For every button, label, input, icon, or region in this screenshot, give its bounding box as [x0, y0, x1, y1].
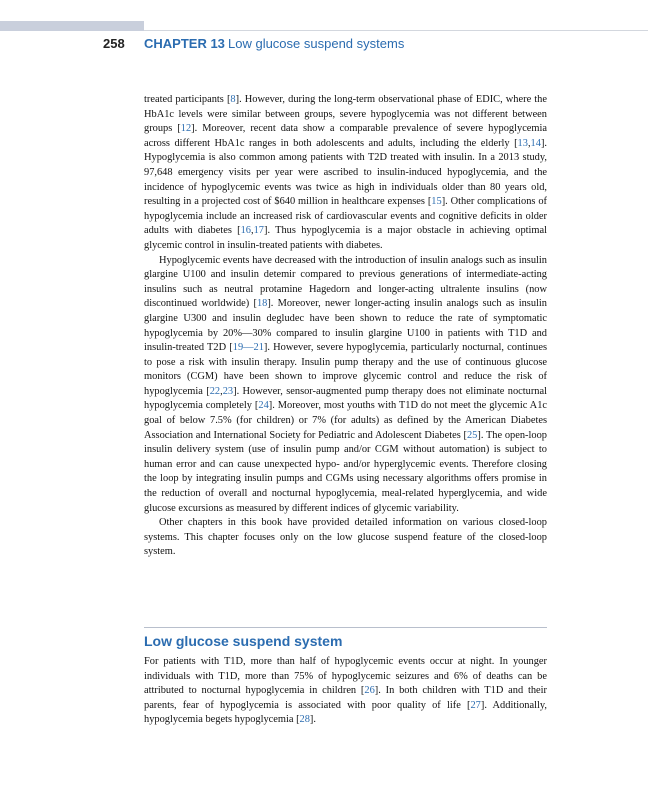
citation-link[interactable]: 23	[222, 385, 234, 397]
text-run: ,	[220, 385, 223, 397]
text-run: ]. Moreover, recent data show a comparable prevalence of severe hypoglycemia across different HbA1c ranges in both adolescents and adults, including the elderly [	[144, 123, 548, 149]
text-run: ]. Other complications of hypoglycemia include an increased risk of cardiovascular events and cognitive deficits in older adults with diabetes [	[144, 196, 547, 237]
text-run: For patients with T1D, more than half of hypoglycemic events occur at night. In younger individuals with T1D, more than 75% of hypoglycemic seizures and 6% of deaths can be attributed to nocturnal hypoglycemia in children [	[144, 656, 547, 697]
citation-link[interactable]: 12	[180, 123, 192, 135]
text-run: ,	[527, 137, 531, 149]
text-run: ]. Additionally, hypoglycemia begets hypoglycemia [	[144, 699, 547, 726]
text-run: ]. However, during the long-term observational phase of EDIC, where the HbA1c levels were similar between groups, severe hypoglycemia was not different between groups [	[144, 94, 547, 135]
text-run: ]. However, severe hypoglycemia, particularly nocturnal, continues to pose a risk with insulin therapy. Insulin pump therapy and the use of continuous glucose monitors (CGM) have been shown to improve glycemic control and reduce the risk of hypoglycemia [	[144, 342, 548, 397]
citation-link[interactable]: 13	[517, 137, 528, 149]
citation-link[interactable]: 27	[470, 699, 481, 711]
section-heading: Low glucose suspend system	[144, 633, 343, 649]
citation-link[interactable]: 28	[299, 714, 310, 726]
citation-link[interactable]: 15	[431, 196, 442, 208]
chapter-title: Low glucose suspend systems	[228, 36, 405, 51]
citation-link[interactable]: 8	[230, 94, 236, 105]
header-rule	[144, 30, 648, 31]
paragraph-2	[144, 254, 547, 517]
text-run: ]. The open-loop insulin delivery system (use of insulin pump and/or CGM without automation) is subject to human error and can cause unexpected hypo- and/or hyperglycemic events. Therefore closing the loop by integrating insulin pumps and CGMs using necessary algorithms offers promise in the reduction of overall and nocturnal hypoglycemia, meal-related hyperglycemia, and wide glucose excursions as measured by different indices of glycemic variability.	[144, 429, 547, 514]
text-run: Hypoglycemic events have decreased with the introduction of insulin analogs such as insulin glargine U100 and insulin detemir compared to previous generations of intermediate-acting insulins such as neutral protamine Hagedorn and longer-acting ultralente insulins (now discontinued worldwide) [	[144, 254, 547, 310]
body-text-section	[144, 655, 547, 728]
section-divider	[144, 627, 547, 628]
citation-link[interactable]: 26	[364, 685, 375, 697]
citation-link[interactable]: 25	[466, 429, 478, 441]
text-run: ]. Moreover, newer longer-acting insulin analogs such as insulin glargine U300 and insulin degludec have been shown to reduce the rate of symptomatic hypoglycemia by 20%—30% compared to insulin glargine U100 in patients with T1D and insulin-treated T2D [	[144, 298, 547, 354]
citation-link[interactable]: 14	[530, 137, 541, 149]
text-run: ]. In both children with T1D and their parents, fear of hypoglycemia is associated with poor quality of life [	[144, 685, 547, 711]
body-text-top	[144, 93, 547, 560]
text-run: ]. Thus hypoglycemia is a major obstacle in achieving optimal glycemic control in insulin-treated patients with diabetes.	[144, 225, 547, 251]
text-run: ]. Hypoglycemia is also common among patients with T2D treated with insulin. In a 2013 study, 97,648 emergency visits per year were ascribed to insulin-induced hypoglycemia, and the incidence of hypoglycemic events was twice as high in individuals older than 80 years old, resulting in a projected cost of $640 million in healthcare expenses [	[144, 137, 547, 208]
text-run: ]. However, sensor-augmented pump therapy does not eliminate nocturnal hypoglycemia completely [	[144, 385, 547, 412]
text-run: ]. Moreover, most youths with T1D do not meet the glycemic A1c goal of below 7.5% (for children) or 7% (for adults) as defined by the American Diabetes Association and International Society for Pediatric and Adolescent Diabetes [	[144, 400, 547, 441]
page-number: 258	[103, 36, 125, 51]
citation-link[interactable]: 16	[240, 225, 251, 237]
citation-link[interactable]: 18	[256, 298, 268, 310]
paragraph-1	[144, 93, 547, 254]
text-run: treated participants [	[144, 94, 231, 105]
header-accent-bar	[0, 21, 144, 31]
citation-link[interactable]: 17	[253, 225, 264, 237]
citation-link[interactable]: 24	[258, 400, 269, 412]
text-run: ,	[251, 225, 254, 237]
paragraph-3: Other chapters in this book have provided detailed information on various closed-loop systems. This chapter focuses only on the low glucose suspend feature of the closed-loop system.	[144, 517, 547, 558]
citation-link[interactable]: 22	[209, 385, 221, 397]
chapter-label: CHAPTER 13	[144, 36, 225, 51]
paragraph-4	[144, 655, 547, 728]
text-run: ].	[309, 714, 316, 726]
citation-link[interactable]: 19—21	[232, 342, 264, 354]
